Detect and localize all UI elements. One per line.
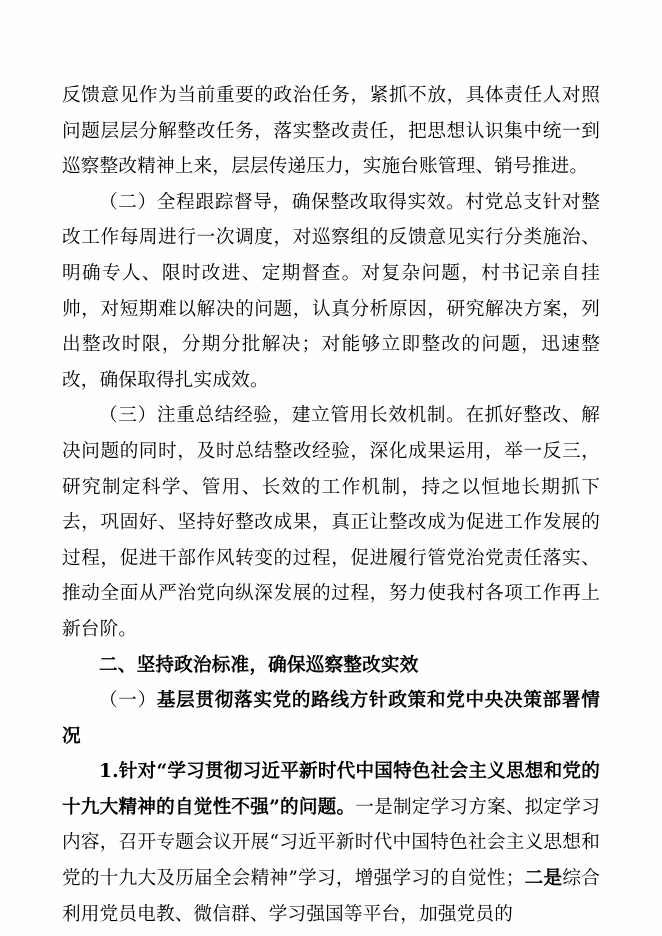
text-run: （二）全程跟踪督导，确保整改取得实效。村党总支针对整改工作每周进行一次调度，对巡察组的反馈意见实行分类施治、明确专人、限时改进、定期督查。对复杂问题，村书记亲自挂帅，对短期难以解决的问题，认真分析原因，研究解决方案，列出整改时限，分期分批解决；对能够立即整改的问题，迅速整改，确保取得扎实成效。 (62, 191, 600, 391)
text-run-bold: 二、坚持政治标准，确保巡察整改实效 (99, 654, 419, 676)
text-run-bold: 基层贯彻落实党的路线方针政策和党中央决策部署情况 (62, 690, 600, 747)
text-run: 一是制定学习方案、拟定学习内容，召开专题会议开展“习近平新时代中国特色社会主义思想和党的十九大及历届全会精神”学习，增强学习的自觉性； (62, 796, 600, 890)
text-run: （一） (99, 690, 157, 712)
paragraph (62, 78, 600, 185)
document-body (62, 78, 600, 932)
paragraph (62, 185, 600, 399)
paragraph (62, 754, 600, 932)
text-run-bold: 1.针对“学习贯彻习近平新时代中国特色社会主义思想和党的十九大精神的自觉性不强”的问题。 (62, 761, 600, 818)
paragraph (62, 398, 600, 647)
text-run: （三）注重总结经验，建立管用长效机制。在抓好整改、解决问题的同时，及时总结整改经验，深化成果运用，举一反三，研究制定科学、管用、长效的工作机制，持之以恒地长期抓下去，巩固好、坚持好整改成果，真正让整改成为促进工作发展的过程，促进干部作风转变的过程，促进履行管党治党责任落实、推动全面从严治党向纵深发展的过程，努力使我村各项工作再上新台阶。 (62, 405, 600, 640)
paragraph (62, 683, 600, 754)
paragraph (62, 648, 600, 684)
text-run: 反馈意见作为当前重要的政治任务，紧抓不放，具体责任人对照问题层层分解整改任务，落实整改责任，把思想认识集中统一到巡察整改精神上来，层层传递压力，实施台账管理、销号推进。 (62, 85, 600, 178)
text-run-bold: 二是 (524, 868, 563, 890)
text-run: 综合利用党员电教、微信群、学习强国等平台，加强党员的 (62, 868, 600, 925)
